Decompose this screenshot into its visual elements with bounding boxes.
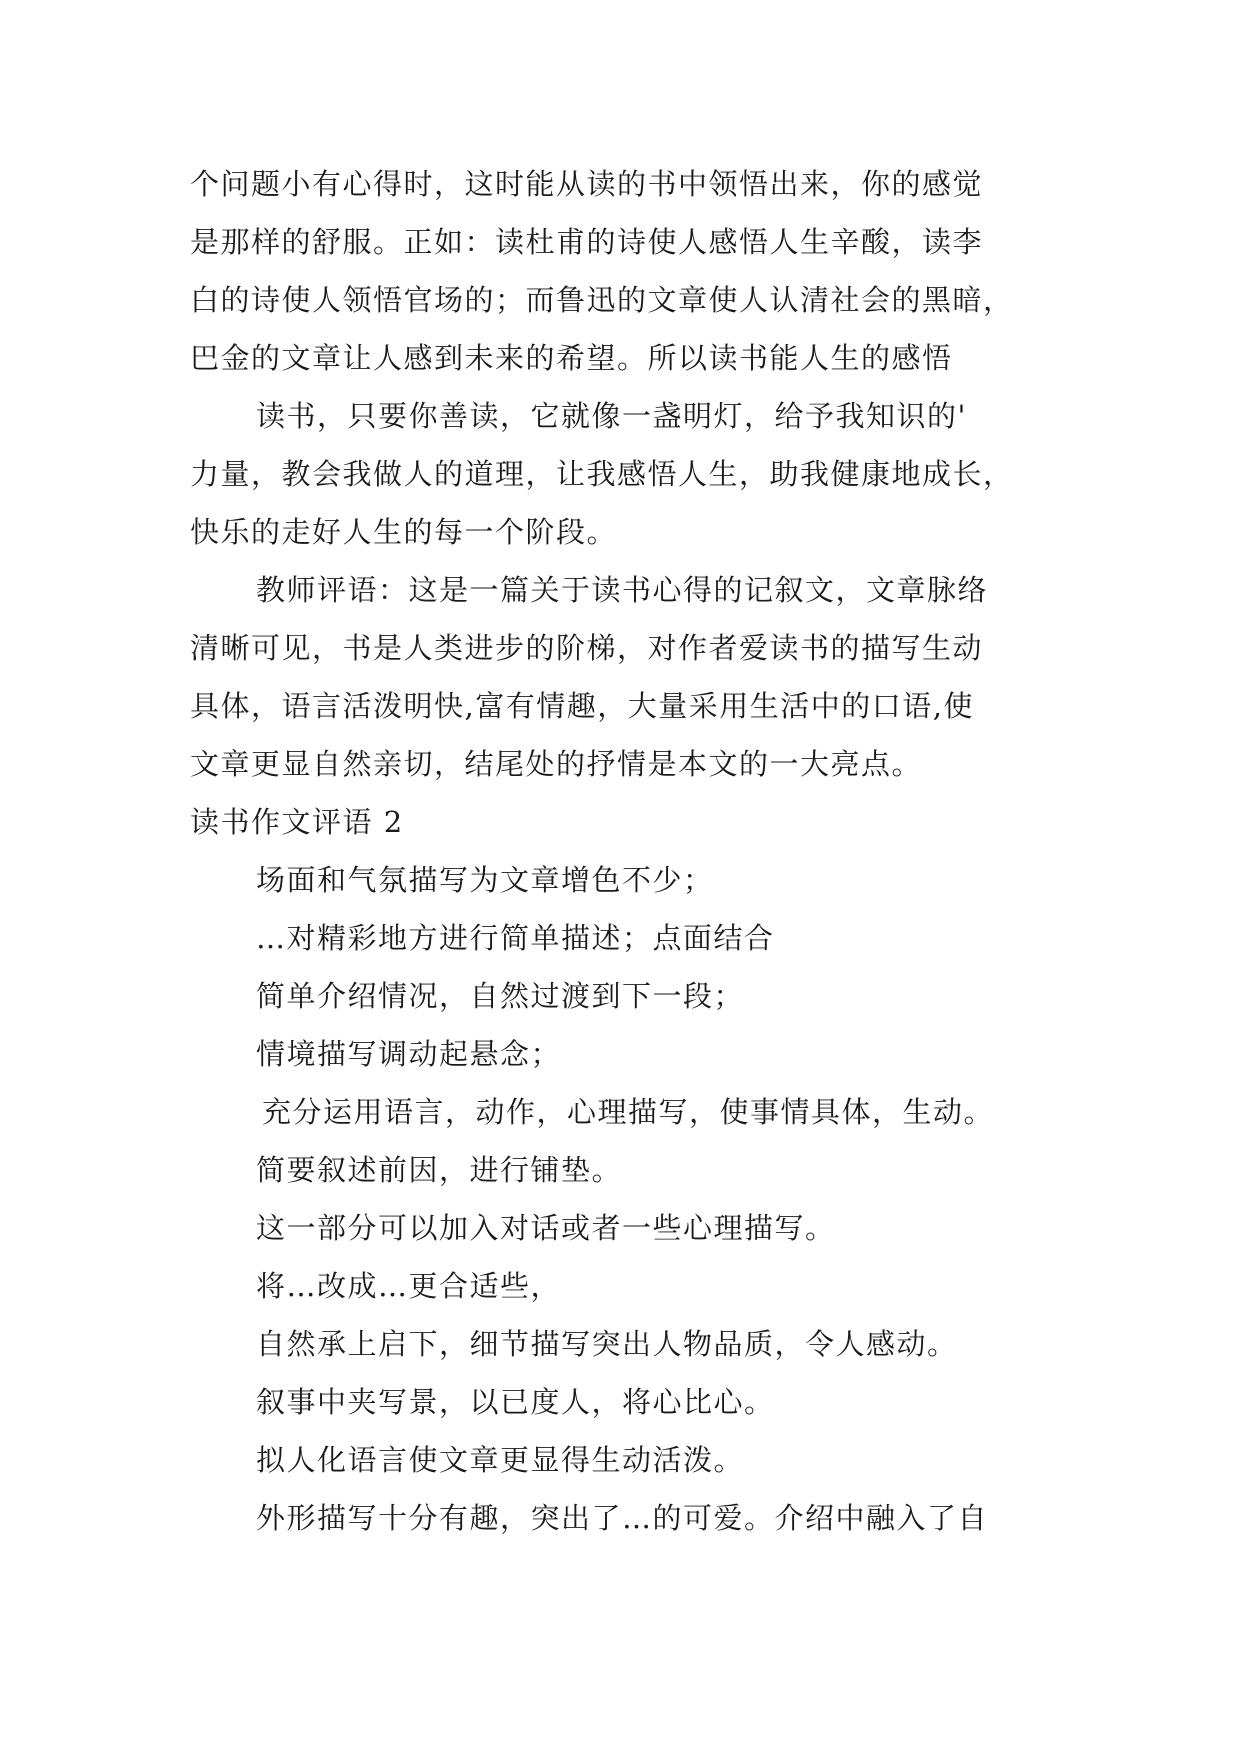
teacher-comment-line: 具体，语言活泼明快,富有情趣，大量采用生活中的口语,使 <box>190 689 974 723</box>
teacher-comment-line: 教师评语：这是一篇关于读书心得的记叙文，文章脉络 <box>256 573 989 607</box>
section-title: 读书作文评语 2 <box>190 805 404 839</box>
text-line: 巴金的文章让人感到未来的希望。所以读书能人生的感悟 <box>190 341 953 375</box>
text-line: 力量，教会我做人的道理，让我感悟人生，助我健康地成长， <box>190 457 1014 491</box>
comment-item: 简单介绍情况，自然过渡到下一段； <box>256 979 745 1013</box>
comment-item: 外形描写十分有趣，突出了…的可爱。介绍中融入了自 <box>256 1501 989 1535</box>
comment-item: 简要叙述前因，进行铺垫。 <box>256 1153 623 1187</box>
text-line: 快乐的走好人生的每一个阶段。 <box>190 515 618 549</box>
teacher-comment-line: 清晰可见，书是人类进步的阶梯，对作者爱读书的描写生动 <box>190 631 984 665</box>
comment-item: 充分运用语言，动作，心理描写，使事情具体，生动。 <box>262 1095 995 1129</box>
comment-item: 情境描写调动起悬念； <box>256 1037 562 1071</box>
comment-item: 将…改成…更合适些， <box>256 1269 562 1303</box>
comment-item: 自然承上启下，细节描写突出人物品质，令人感动。 <box>256 1327 958 1361</box>
text-line: 个问题小有心得时，这时能从读的书中领悟出来，你的感觉 <box>190 167 984 201</box>
comment-item: …对精彩地方进行简单描述；点面结合 <box>256 921 775 955</box>
comment-item: 叙事中夹写景，以已度人，将心比心。 <box>256 1385 775 1419</box>
comment-item: 场面和气氛描写为文章增色不少； <box>256 863 714 897</box>
text-line: 读书，只要你善读，它就像一盏明灯，给予我知识的' <box>256 399 967 433</box>
text-line: 是那样的舒服。正如：读杜甫的诗使人感悟人生辛酸，读李 <box>190 225 984 259</box>
comment-item: 拟人化语言使文章更显得生动活泼。 <box>256 1443 745 1477</box>
teacher-comment-line: 文章更显自然亲切，结尾处的抒情是本文的一大亮点。 <box>190 747 923 781</box>
comment-item: 这一部分可以加入对话或者一些心理描写。 <box>256 1211 836 1245</box>
text-line: 白的诗使人领悟官场的；而鲁迅的文章使人认清社会的黑暗， <box>190 283 1014 317</box>
